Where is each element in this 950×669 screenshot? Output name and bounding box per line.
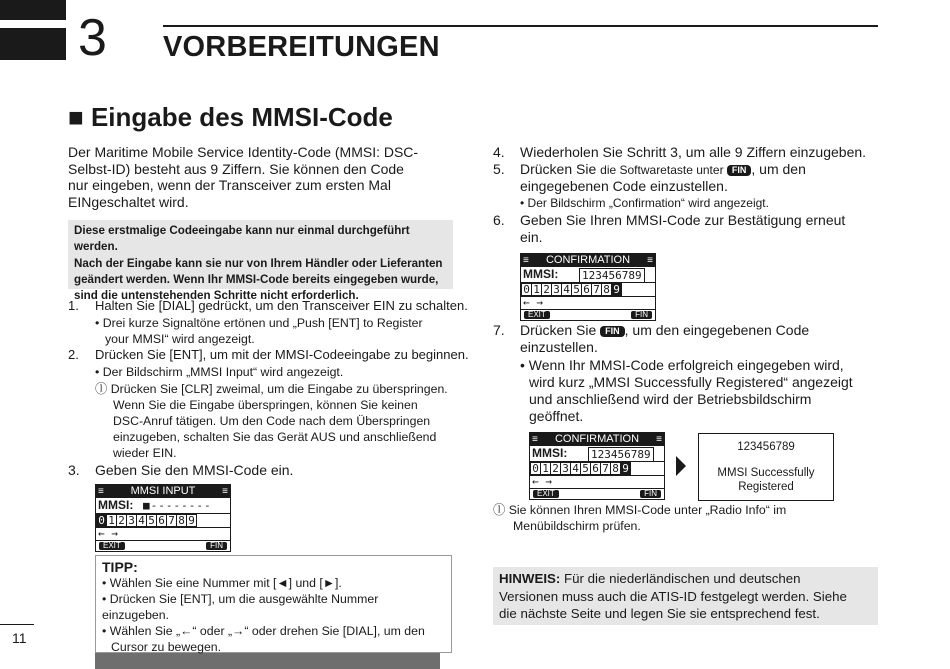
lcd-mmsi-label: MMSI:	[98, 498, 134, 512]
tipp-line: • Wählen Sie „←“ oder „→“ oder drehen Sie [DIAL], um den	[102, 624, 425, 638]
page-number: 11	[12, 630, 27, 646]
hinweis-line: Für die niederländischen und deutschen	[560, 571, 801, 586]
digit-key: 9	[186, 514, 197, 527]
tipp-line: • Wählen Sie eine Nummer mit [◄] und [►].	[102, 576, 342, 590]
step-7-cont: einzustellen.	[520, 339, 598, 355]
lcd-title: CONFIRMATION	[554, 433, 640, 445]
digit-key: 6	[581, 283, 592, 296]
lcd-title: MMSI INPUT	[130, 485, 196, 497]
digit-key: 2	[541, 283, 552, 296]
step-text-part: Drücken Sie	[520, 161, 601, 177]
info-line: Drücken Sie [CLR] zweimal, um die Eingabe zu überspringen.	[110, 382, 448, 396]
digit-key: 0	[521, 283, 532, 296]
digit-key: 8	[601, 283, 612, 296]
digit-key: 8	[176, 514, 187, 527]
lcd-softkeys	[96, 541, 230, 551]
tipp-title: TIPP:	[102, 559, 138, 575]
info-line: Wenn Sie die Eingabe überspringen, können Sie keinen	[113, 398, 418, 412]
step-6	[493, 212, 846, 229]
step-2-info	[95, 381, 448, 397]
lcd-mmsi-label: MMSI:	[532, 446, 568, 460]
cursor-arrows: ← →	[530, 476, 664, 489]
fin-softkey: FIN	[640, 490, 661, 498]
step-text: Halten Sie [DIAL] gedrückt, um den Transceiver EIN zu schalten.	[95, 298, 468, 313]
step-number: 6.	[493, 212, 505, 228]
lcd-mmsi-value: 123456789	[579, 268, 645, 283]
intro-line: nur eingeben, wenn der Transceiver zum ersten Mal	[68, 177, 391, 193]
fin-softkey: FIN	[631, 311, 652, 319]
step-5-cont: eingegebenen Code einzustellen.	[520, 178, 728, 194]
step-text	[520, 161, 806, 179]
digit-key: 4	[136, 514, 147, 527]
step-text-part: , um den eingegebenen Code	[624, 322, 810, 338]
digit-row	[530, 462, 664, 476]
digit-key: 3	[126, 514, 137, 527]
digit-row	[96, 514, 230, 528]
digit-key: 8	[610, 462, 621, 475]
hinweis-line: die nächste Seite und legen Sie sie entsprechend fest.	[499, 606, 820, 621]
digit-key: 7	[591, 283, 602, 296]
info-line: Menübildschirm prüfen.	[513, 519, 641, 533]
step-number: 4.	[493, 144, 505, 160]
chapter-title: VORBEREITUNGEN	[163, 31, 440, 63]
lcd-softkeys	[530, 489, 664, 499]
hinweis-line: Versionen muss auch die ATIS-ID festgelegt werden. Siehe	[499, 588, 847, 604]
cursor-arrows: ← →	[521, 297, 655, 310]
digit-key: 1	[540, 462, 551, 475]
step-7-bullet-cont: geöffnet.	[529, 408, 584, 424]
digit-key: 5	[571, 283, 582, 296]
step-2	[68, 347, 469, 363]
info-line: Sie können Ihren MMSI-Code unter „Radio Info“ im	[508, 503, 787, 517]
lcd-mmsi-row	[521, 267, 655, 283]
note-line: geändert werden. Wenn Ihr MMSI-Code bereits eingegeben wurde,	[74, 272, 439, 286]
lcd-mmsi-input-screen	[95, 484, 231, 552]
step-3	[68, 462, 294, 479]
step-number: 5.	[493, 161, 505, 177]
tipp-line: Cursor zu bewegen.	[111, 640, 222, 654]
info-line: einzugeben, schalten Sie das Gerät AUS und anschließend	[113, 430, 437, 444]
step-number: 2.	[68, 347, 79, 362]
chapter-number: 3	[78, 9, 107, 67]
lcd-mmsi-row	[96, 498, 230, 514]
digit-key: 5	[146, 514, 157, 527]
step-1-bullet-cont: your MMSI“ wird angezeigt.	[105, 332, 255, 346]
menu-icon: ≡	[222, 486, 228, 497]
lcd-title: CONFIRMATION	[545, 254, 631, 266]
section-title	[68, 102, 393, 132]
step-text	[520, 322, 809, 339]
lcd-mmsi-row	[530, 446, 664, 462]
digit-key: 0	[530, 462, 541, 475]
hinweis-label: HINWEIS:	[499, 571, 561, 586]
registered-mmsi: 123456789	[737, 441, 795, 453]
registered-screen	[698, 433, 834, 501]
fin-key-icon: FIN	[727, 165, 752, 176]
step-7-bullet-cont: wird kurz „MMSI Successfully Registered“ angezeigt	[529, 374, 853, 390]
step-7-bullet-cont: und anschließend wird der Betriebsbildschirm	[529, 391, 812, 407]
info-line: wieder EIN.	[113, 446, 177, 460]
section-title-text: Eingabe des MMSI-Code	[90, 102, 393, 132]
step-7-bullet: • Wenn Ihr MMSI-Code erfolgreich eingegeben wird,	[520, 357, 844, 373]
lcd-mmsi-value: ■--------	[143, 499, 212, 512]
step-6-cont: ein.	[520, 229, 543, 245]
digit-key: 6	[156, 514, 167, 527]
info-icon: ⓛ	[493, 503, 506, 517]
intro-line: EINgeschaltet wird.	[68, 193, 189, 210]
digit-key: 7	[166, 514, 177, 527]
step-number: 7.	[493, 322, 505, 338]
step-text-part: die Softwaretaste unter	[600, 163, 727, 177]
digit-key: 3	[560, 462, 571, 475]
menu-icon: ≡	[98, 486, 104, 497]
registered-message: MMSI Successfully	[717, 467, 815, 479]
lcd-header	[530, 433, 664, 446]
tipp-box	[95, 555, 452, 653]
info-icon: ⓛ	[95, 382, 108, 396]
intro-line: Selbst-ID) besteht aus 9 Ziffern. Sie können den Code	[68, 160, 404, 177]
lcd-mmsi-value: 123456789	[588, 447, 654, 462]
fin-softkey: FIN	[206, 542, 227, 550]
intro-line: Der Maritime Mobile Service Identity-Code (MMSI: DSC-	[68, 144, 419, 160]
digit-key: 9	[611, 283, 622, 296]
digit-key: 6	[590, 462, 601, 475]
lcd-confirmation-screen	[520, 253, 656, 321]
step-5	[493, 161, 806, 178]
note-line: Diese erstmalige Codeeingabe kann nur einmal durchgeführt werden.	[74, 224, 410, 254]
step-number: 1.	[68, 298, 79, 313]
menu-icon: ≡	[523, 255, 529, 266]
menu-icon: ≡	[647, 255, 653, 266]
step-2-bullet: • Der Bildschirm „MMSI Input“ wird angezeigt.	[95, 365, 344, 379]
menu-icon: ≡	[656, 434, 662, 445]
digit-key: 2	[116, 514, 127, 527]
tipp-line: • Drücken Sie [ENT], um die ausgewählte Nummer einzugeben.	[102, 592, 379, 622]
header-rule	[163, 25, 878, 27]
digit-key: 2	[550, 462, 561, 475]
lcd-confirmation-screen	[529, 432, 665, 500]
info-note	[493, 502, 786, 518]
chapter-tab-marker	[0, 0, 66, 60]
digit-key: 4	[561, 283, 572, 296]
intro-paragraph	[68, 144, 440, 210]
step-text: Wiederholen Sie Schritt 3, um alle 9 Ziffern einzugeben.	[520, 144, 867, 160]
step-text: Geben Sie den MMSI-Code ein.	[95, 462, 294, 478]
arrow-right-icon	[676, 456, 686, 476]
step-4	[493, 144, 867, 161]
step-text-part: , um den	[751, 161, 806, 177]
fin-key-icon: FIN	[600, 326, 625, 337]
info-line: DSC-Anruf tätigen. Um den Code nach dem Überspringen	[113, 414, 431, 428]
note-box	[68, 220, 453, 303]
exit-softkey: EXIT	[533, 490, 559, 498]
step-5-bullet: • Der Bildschirm „Confirmation“ wird angezeigt.	[520, 196, 769, 210]
note-line: Nach der Eingabe kann sie nur von Ihrem Händler oder Lieferanten	[74, 256, 443, 270]
lcd-header	[96, 485, 230, 498]
digit-key: 3	[551, 283, 562, 296]
exit-softkey: EXIT	[524, 311, 550, 319]
step-text-part: Drücken Sie	[520, 322, 601, 338]
note-line: sind die untenstehenden Schritte nicht erforderlich.	[74, 289, 359, 303]
step-1-bullet: • Drei kurze Signaltöne ertönen und „Push [ENT] to Register	[95, 316, 423, 330]
step-number: 3.	[68, 462, 80, 478]
digit-key: 1	[106, 514, 117, 527]
digit-key: 0	[96, 514, 107, 527]
step-1	[68, 298, 468, 314]
exit-softkey: EXIT	[99, 542, 125, 550]
step-text: Drücken Sie [ENT], um mit der MMSI-Codeeingabe zu beginnen.	[95, 347, 469, 362]
registered-message: Registered	[738, 481, 794, 493]
digit-key: 4	[570, 462, 581, 475]
lcd-softkeys	[521, 310, 655, 320]
section-marker: ■	[68, 102, 84, 132]
lcd-mmsi-label: MMSI:	[523, 267, 559, 281]
cursor-arrows: ← →	[96, 528, 230, 541]
step-7	[493, 322, 810, 339]
step-text: Geben Sie Ihren MMSI-Code zur Bestätigung erneut	[520, 212, 846, 228]
digit-key: 7	[600, 462, 611, 475]
lcd-header	[521, 254, 655, 267]
digit-key: 1	[531, 283, 542, 296]
digit-row	[521, 283, 655, 297]
page-number-rule	[0, 624, 34, 625]
menu-icon: ≡	[532, 434, 538, 445]
digit-key: 5	[580, 462, 591, 475]
digit-key: 9	[620, 462, 631, 475]
hinweis-box	[493, 567, 878, 625]
